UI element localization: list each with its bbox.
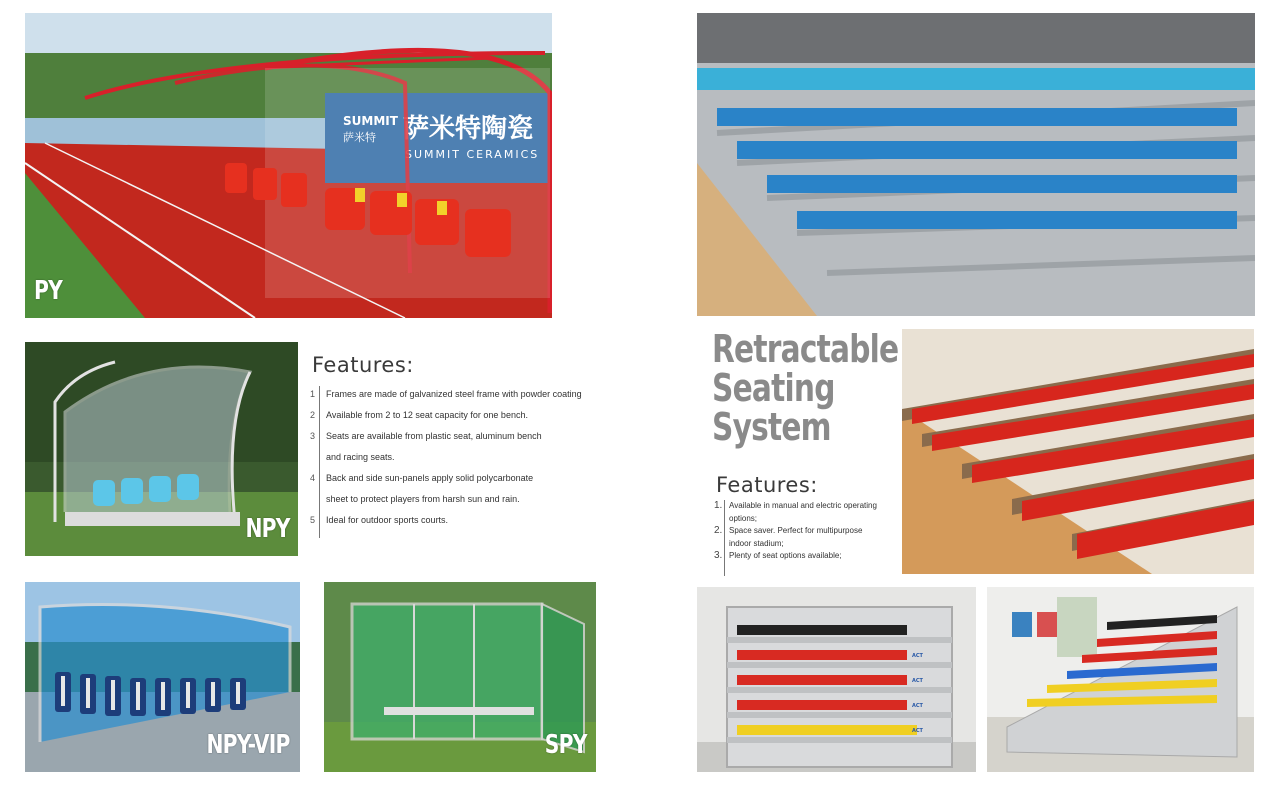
label-spy: SPY bbox=[545, 730, 587, 760]
bleacher-1-tag-2: ACT bbox=[912, 678, 923, 684]
feature-item bbox=[310, 510, 630, 531]
photo-retractable-red bbox=[902, 329, 1254, 574]
feature-number: 1. bbox=[714, 500, 723, 511]
feature-text: Available in manual and electric operating bbox=[729, 501, 877, 510]
feature-number: 5 bbox=[310, 515, 316, 525]
feature-text: Available from 2 to 12 seat capacity for one bench. bbox=[326, 410, 528, 420]
retractable-title-line-3: System bbox=[712, 405, 831, 449]
label-npy: NPY bbox=[245, 514, 290, 544]
bleacher-1-tag-3: ACT bbox=[912, 703, 923, 709]
label-npy-vip: NPY-VIP bbox=[206, 730, 290, 760]
bleacher-1-tag-1: ACT bbox=[912, 653, 923, 659]
retractable-features-title: Features: bbox=[716, 473, 818, 497]
feature-text: and racing seats. bbox=[326, 452, 395, 462]
feature-number: 2 bbox=[310, 410, 316, 420]
feature-text: sheet to protect players from harsh sun and rain. bbox=[326, 494, 520, 504]
feature-number: 3. bbox=[714, 550, 723, 561]
feature-item bbox=[310, 405, 630, 426]
retractable-title-line-1: Retractable bbox=[712, 327, 899, 371]
feature-text: options; bbox=[729, 513, 758, 523]
feature-item bbox=[714, 525, 894, 538]
label-py: PY bbox=[34, 276, 62, 306]
features-list bbox=[310, 384, 630, 531]
feature-item bbox=[714, 550, 894, 563]
banner-brand-cn: 萨米特 bbox=[343, 131, 376, 144]
features-title: Features: bbox=[312, 353, 414, 377]
retractable-title bbox=[712, 327, 899, 449]
feature-item bbox=[310, 447, 630, 468]
photo-bleacher-1 bbox=[697, 587, 976, 772]
feature-text: Frames are made of galvanized steel frame with powder coating bbox=[326, 389, 582, 399]
feature-item bbox=[714, 513, 894, 526]
bleacher-1-tag-4: ACT bbox=[912, 728, 923, 734]
feature-text: Plenty of seat options available; bbox=[729, 551, 842, 560]
retractable-title-line-2: Seating bbox=[712, 366, 835, 410]
banner-sub: SUMMIT CERAMICS bbox=[405, 148, 540, 161]
banner-brand: SUMMIT bbox=[343, 114, 398, 128]
feature-item bbox=[310, 426, 630, 447]
photo-py bbox=[25, 13, 552, 318]
feature-number: 3 bbox=[310, 431, 316, 441]
feature-text: Back and side sun-panels apply solid polycarbonate bbox=[326, 473, 534, 483]
photo-bleacher-2 bbox=[987, 587, 1254, 772]
banner-cn-text: 萨米特陶瓷 bbox=[403, 114, 534, 144]
retractable-features-list bbox=[714, 500, 894, 563]
feature-text: Space saver. Perfect for multipurpose bbox=[729, 526, 863, 535]
feature-number: 4 bbox=[310, 473, 316, 483]
photo-retractable-blue bbox=[697, 13, 1255, 316]
feature-item bbox=[714, 538, 894, 551]
feature-item bbox=[310, 384, 630, 405]
feature-text: indoor stadium; bbox=[729, 538, 784, 548]
feature-item bbox=[714, 500, 894, 513]
feature-text: Ideal for outdoor sports courts. bbox=[326, 515, 449, 525]
feature-number: 2. bbox=[714, 525, 723, 536]
feature-item bbox=[310, 489, 630, 510]
feature-item bbox=[310, 468, 630, 489]
feature-number: 1 bbox=[310, 389, 316, 399]
feature-text: Seats are available from plastic seat, aluminum bench bbox=[326, 431, 542, 441]
